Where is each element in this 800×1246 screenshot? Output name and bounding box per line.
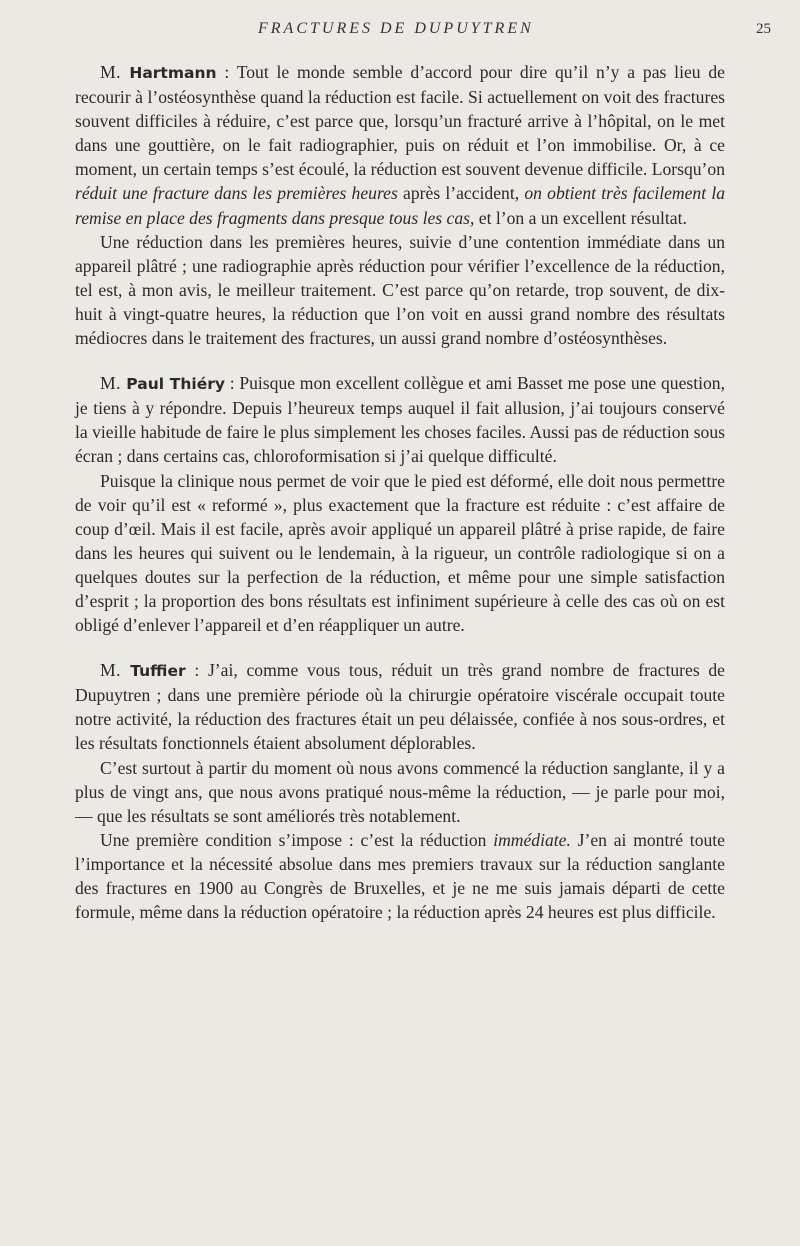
paragraph-text: : Puisque mon excellent collègue et ami Basset me pose une question, je tiens à y répondre. Depuis l’heureux temps auquel il fait allusion, j’ai toujours conservé la vieille habitude de faire le plus simplement les choses faciles. Aussi pas de réduction sous écran ; dans certains cas, chloroformisation si j’ai quelque difficulté. (75, 373, 725, 467)
emphasis-text: on obtient très facilement la remise en place des fragments dans presque tous les cas, (75, 183, 726, 228)
paragraph-hartmann-2: Une réduction dans les premières heures, suivie d’une contention immédiate dans un appareil plâtré ; une radiographie après réduction pour vérifier l’excellence de la réduction, tel est, à mon avis, le meilleur traitement. C’est parce qu’on retarde, trop souvent, de dix-huit à vingt-quatre heures, la réduction que l’on voit en aussi grand nombre des résultats médiocres dans le traitement des fractures, un aussi grand nombre d’ostéosynthèses. (75, 231, 725, 349)
page-body (75, 60, 725, 924)
speaker-prefix: M. (100, 660, 131, 681)
running-title: FRACTURES DE DUPUYTREN (258, 20, 534, 37)
paragraph-tuffier-3 (75, 828, 725, 924)
page-header (0, 20, 800, 44)
paragraph-tuffier-1 (75, 658, 725, 755)
section-gap (75, 637, 725, 658)
paragraph-thiery-2: Puisque la clinique nous permet de voir que le pied est déformé, elle doit nous permettre de voir qu’il est « reformé », plus exactement que la fracture est réduite : c’est affaire de coup d’œil. Mais il est facile, après avoir appliqué un appareil plâtré à prise rapide, de faire dans les heures qui suivent ou le lendemain, à la rigueur, un contrôle radiologique si on a quelques doutes sur la perfection de la réduction, et même pour une simple satisfaction d’esprit ; la proportion des bons résultats est infiniment supérieure à celle des cas où on est obligé d’enlever l’appareil et d’en réappliquer un autre. (75, 470, 725, 636)
paragraph-text: après l’accident, (397, 183, 525, 204)
speaker-prefix: M. (100, 62, 130, 82)
emphasis-text: immédiate. (493, 829, 571, 850)
paragraph-thiery-1 (75, 371, 725, 468)
section-gap (75, 350, 725, 371)
speaker-name-tuffier: Tuffier (130, 662, 186, 681)
paragraph-text: Une première condition s’impose : c’est la réduction (100, 829, 494, 850)
paragraph-text: et l’on a un excellent résultat. (474, 207, 687, 228)
paragraph-text: J’en ai montré toute l’importance et la nécessité absolue dans mes premiers travaux sur la réduction sanglante des fractures en 1900 au Congrès de Bruxelles, et je ne me suis jamais départi de cette formule, même dans la réduction opératoire ; la réduction après 24 heures est plus difficile. (75, 829, 725, 923)
paragraph-text: : J’ai, comme vous tous, réduit un très grand nombre de fractures de Dupuytren ; dans une première période où la chirurgie opératoire viscérale occupait toute notre activité, la réduction des fractures était un peu délaissée, confiée à nos sous-ordres, et les résultats fonctionnels étaient absolument déplorables. (75, 660, 725, 754)
paragraph-text: : Tout le monde semble d’accord pour dire qu’il n’y a pas lieu de recourir à l’ostéosynthèse quand la réduction est facile. Si actuellement on voit des fractures souvent difficiles à réduire, c’est parce que, lorsqu’un fracturé arrive à l’hôpital, on le met dans une gouttière, on le fait radiographier, puis on réduit et l’on immobilise. Or, à ce moment, un certain temps s’est écoulé, la réduction est souvent devenue difficile. Lorsqu’on (75, 62, 725, 180)
speaker-prefix: M. (100, 373, 127, 394)
paragraph-hartmann-1 (75, 60, 725, 230)
speaker-name-thiery: Paul Thiéry (126, 375, 225, 394)
emphasis-text: réduit une fracture dans les premières heures (75, 183, 398, 204)
paragraph-tuffier-2: C’est surtout à partir du moment où nous avons commencé la réduction sanglante, il y a plus de vingt ans, que nous avons pratiqué nous-même la réduction, — je parle pour moi, — que les résultats se sont améliorés très notablement. (75, 757, 725, 826)
page-number: 25 (756, 21, 771, 37)
speaker-name-hartmann: Hartmann (129, 64, 217, 82)
